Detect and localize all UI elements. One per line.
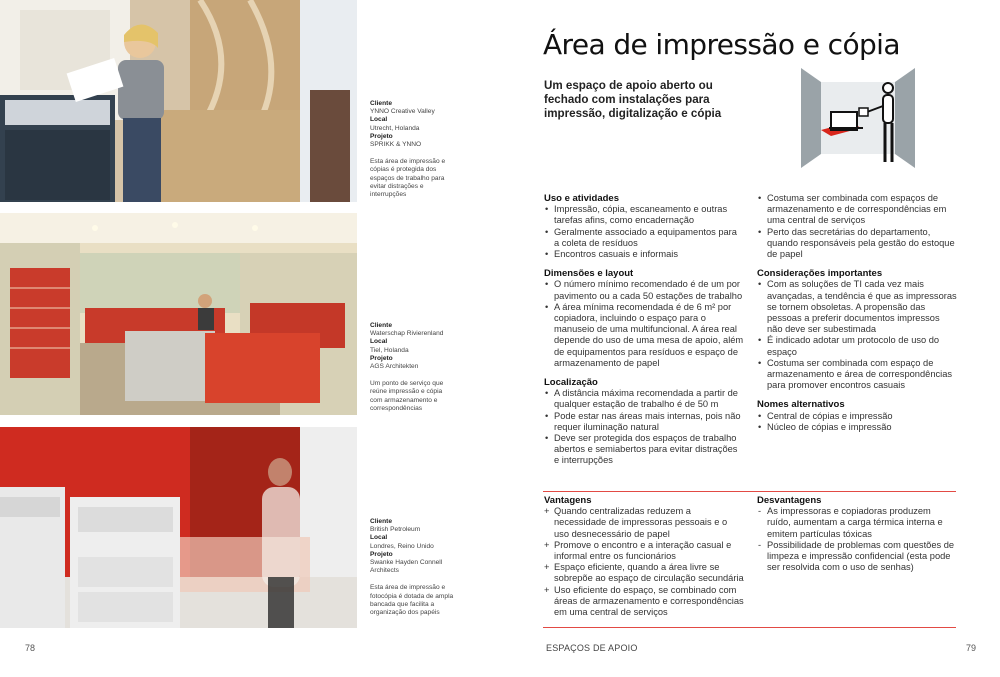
photo-illustration xyxy=(0,427,357,628)
list-item: • Costuma ser combinada com espaços de armazenamento e de correspondências em uma central de serviços xyxy=(757,193,957,227)
list-item: • Perto das secretárias do departamento, quando responsáveis pela gestão do estoque de papel xyxy=(757,227,957,261)
project-label: Projeto xyxy=(370,354,393,362)
project-label: Projeto xyxy=(370,550,393,558)
client-label: Cliente xyxy=(370,518,392,525)
divider-bottom xyxy=(543,627,956,628)
copier-person-pictogram-icon xyxy=(801,68,915,168)
heading-localizacao: Localização xyxy=(544,377,598,389)
caption-description: Esta área de impressão e cópias é protegida dos espaços de trabalho para evitar distrações e interrupções xyxy=(370,158,446,199)
list-item: • É indicado adotar um protocolo de uso do espaço xyxy=(757,335,957,357)
heading-uso: Uso e atividades xyxy=(544,193,619,204)
list-item: + Quando centralizadas reduzem a necessidade de impressoras pessoais e o uso desnecessário de papel xyxy=(544,506,744,540)
photo-printing-bp xyxy=(0,427,357,628)
list-nomes xyxy=(757,411,957,433)
list-item: • O número mínimo recomendado é de um por pavimento ou a cada 50 estações de trabalho xyxy=(544,279,744,301)
list-item: + Espaço eficiente, quando a área livre se sobrepõe ao espaço de circulação secundária xyxy=(544,562,744,584)
list-item: • A área mínima recomendada é de 6 m² por copiadora, incluindo o espaço para o manuseio de uma multifuncional. A área real depende do uso de uma mesa de apoio, além de equipamentos para resíduos e espaço de armazenamento de papel xyxy=(544,302,744,369)
photo-service-point-rivierenland xyxy=(0,213,357,415)
photo-illustration xyxy=(0,213,357,415)
list-item: • Deve ser protegida dos espaços de trabalho abertos e semiabertos para evitar distrações e interrupções xyxy=(544,433,744,467)
project-name: AGS Architekten xyxy=(370,363,419,371)
local-label: Local xyxy=(370,338,388,346)
list-desvantagens xyxy=(757,506,957,573)
list-localizacao-continued xyxy=(757,193,957,260)
list-item: - As impressoras e copiadoras produzem ruído, aumentam a carga térmica interna e emitem partículas tóxicas xyxy=(757,506,957,540)
project-label: Projeto xyxy=(370,132,393,140)
heading-nomes: Nomes alternativos xyxy=(757,399,845,411)
photo-caption-1 xyxy=(370,100,455,199)
list-item: + Uso eficiente do espaço, se combinado com áreas de armazenamento e correspondências em uma central de serviços xyxy=(544,585,744,619)
photo-caption-2 xyxy=(370,322,455,413)
caption-description: Um ponto de serviço que reúne impressão e cópia com armazenamento e correspondências xyxy=(370,380,444,412)
page-subtitle: Um espaço de apoio aberto ou fechado com instalações para impressão, digitalização e cópia xyxy=(544,79,722,120)
list-item: • Núcleo de cópias e impressão xyxy=(757,422,957,433)
list-item: • Geralmente associado a equipamentos para a coleta de resíduos xyxy=(544,227,744,249)
list-localizacao xyxy=(544,388,744,466)
local-label: Local xyxy=(370,534,388,542)
list-item: • A distância máxima recomendada a partir de qualquer estação de trabalho é de 50 m xyxy=(544,388,744,410)
list-vantagens xyxy=(544,506,744,618)
list-item: • Costuma ser combinada com espaço de armazenamento e área de correspondências para promover encontros casuais xyxy=(757,358,957,392)
client-label: Cliente xyxy=(370,322,392,329)
page-number-right: 79 xyxy=(966,643,977,653)
heading-dimensoes: Dimensões e layout xyxy=(544,268,634,280)
list-item: • Encontros casuais e informais xyxy=(544,249,744,260)
list-item: • Pode estar nas áreas mais internas, pois não requer iluminação natural xyxy=(544,411,744,433)
client-name: Waterschap Rivierenland xyxy=(370,330,444,338)
local-label: Local xyxy=(370,116,388,124)
list-uso xyxy=(544,204,744,260)
list-dimensoes xyxy=(544,279,744,369)
list-item: • Com as soluções de TI cada vez mais avançadas, a tendência é que as impressoras se tornem obsoletas. A propensão das pessoas a preferir documentos impressos não deve ser subestimada xyxy=(757,279,957,335)
photo-illustration xyxy=(0,0,357,202)
heading-desvantagens: Desvantagens xyxy=(757,495,822,506)
photo-caption-3 xyxy=(370,518,455,617)
list-item: - Possibilidade de problemas com questões de limpeza e impressão confidencial (esta pode ser resolvida com o uso de senhas) xyxy=(757,540,957,574)
caption-description: Esta área de impressão e fotocópia é dotada de ampla bancada que facilita a organização dos papéis xyxy=(370,584,454,617)
disadvantages-column xyxy=(757,495,957,581)
heading-vantagens: Vantagens xyxy=(544,495,592,506)
local-name: Utrecht, Holanda xyxy=(370,124,420,132)
page-number-left: 78 xyxy=(25,643,36,653)
project-name: Swanke Hayden Connell Architects xyxy=(370,559,443,575)
section-footer-label: ESPAÇOS DE APOIO xyxy=(546,643,638,653)
local-name: Tiel, Holanda xyxy=(370,346,409,354)
list-consideracoes xyxy=(757,279,957,391)
project-name: SPRIKK & YNNO xyxy=(370,141,422,149)
client-name: YNNO Creative Valley xyxy=(370,108,435,116)
heading-consideracoes: Considerações importantes xyxy=(757,268,883,280)
advantages-column xyxy=(544,495,744,626)
divider-top xyxy=(543,491,956,492)
content-column-left xyxy=(544,193,744,475)
page-title: Área de impressão e cópia xyxy=(543,28,900,61)
list-item: + Promove o encontro e a interação casual e informal entre os funcionários xyxy=(544,540,744,562)
client-name: British Petroleum xyxy=(370,526,421,534)
client-label: Cliente xyxy=(370,100,392,107)
list-item: • Impressão, cópia, escaneamento e outras tarefas afins, como encadernação xyxy=(544,204,744,226)
local-name: Londres, Reino Unido xyxy=(370,542,434,550)
photo-copy-area-ynno xyxy=(0,0,357,202)
list-item: • Central de cópias e impressão xyxy=(757,411,957,422)
content-column-right xyxy=(757,193,957,441)
